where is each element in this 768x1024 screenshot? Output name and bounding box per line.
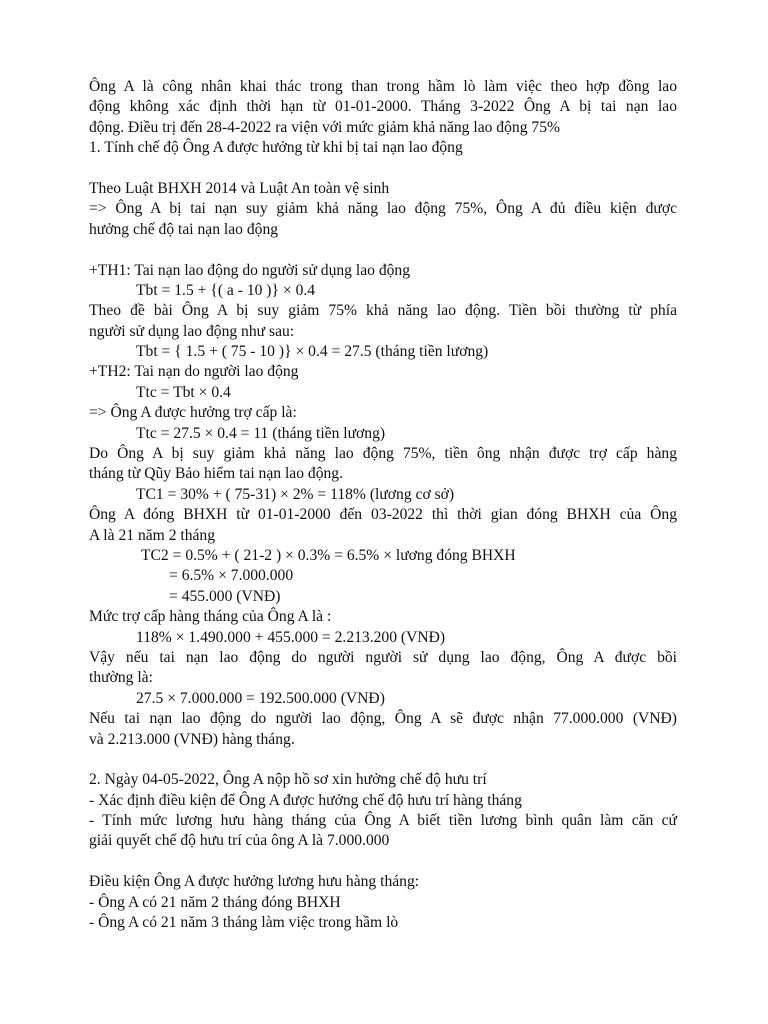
monthly-calculation: 118% × 1.490.000 + 455.000 = 2.213.200 (VNĐ) [136, 628, 446, 646]
compensation-calculation: 27.5 × 7.000.000 = 192.500.000 (VNĐ) [136, 689, 385, 707]
monthly-allowance-text: tháng từ Qũy Bảo hiểm tai nạn lao động. [89, 465, 344, 483]
case-1-calculation: Tbt = { 1.5 + ( 75 - 10 )} × 0.4 = 27.5 (tháng tiền lương) [136, 343, 489, 361]
conclusion-line: => Ông A bị tai nạn suy giảm khả năng lao động 75%, Ông A đủ điều kiện được [89, 200, 677, 218]
spacer [89, 240, 677, 260]
condition-item: - Ông A có 21 năm 2 tháng đóng BHXH [89, 893, 341, 911]
law-reference: Theo Luật BHXH 2014 và Luật An toàn vệ sinh [89, 179, 390, 197]
tc2-step: = 455.000 (VNĐ) [169, 587, 281, 605]
spacer [89, 159, 677, 179]
question-1-title: 1. Tính chế độ Ông A được hưởng từ khi bị tai nạn lao động [89, 139, 463, 157]
monthly-label: Mức trợ cấp hàng tháng của Ông A là : [89, 608, 332, 626]
question-2-item: - Xác định điều kiện để Ông A được hưởng chế độ hưu trí hàng tháng [89, 791, 522, 809]
tc2-formula: TC2 = 0.5% + ( 21-2 ) × 0.3% = 6.5% × lương đóng BHXH [141, 546, 516, 564]
document-body [89, 77, 677, 933]
conclusion-line: hưởng chế độ tai nạn lao động [89, 220, 279, 238]
conditions-title: Điều kiện Ông A được hưởng lương hưu hàng tháng: [89, 873, 420, 891]
condition-item: - Ông A có 21 năm 3 tháng làm việc trong hầm lò [89, 914, 399, 932]
case-2-calculation: Ttc = 27.5 × 0.4 = 11 (tháng tiền lương) [136, 424, 386, 442]
tc1-formula: TC1 = 30% + ( 75-31) × 2% = 118% (lương cơ sở) [136, 485, 455, 503]
worker-case-text: và 2.213.000 (VNĐ) hàng tháng. [89, 730, 295, 748]
case-1-title: +TH1: Tai nạn lao động do người sử dụng lao động [89, 261, 411, 279]
compensation-text: Vậy nếu tai nạn lao động do người người sử dụng lao động, Ông A được bồi [89, 648, 677, 666]
case-2-title: +TH2: Tai nạn do người lao động [89, 363, 299, 381]
tc2-step: = 6.5% × 7.000.000 [169, 567, 294, 585]
monthly-allowance-text: Do Ông A bị suy giảm khả năng lao động 75%, tiền ông nhận được trợ cấp hàng [89, 445, 677, 463]
case-1-text: Theo đề bài Ông A bị suy giảm 75% khả năng lao động. Tiền bồi thường từ phía [89, 302, 677, 320]
question-2-item: giải quyết chế độ hưu trí của ông A là 7.000.000 [89, 832, 390, 850]
intro-line: động không xác định thời hạn từ 01-01-2000. Tháng 3-2022 Ông A bị tai nạn lao [89, 98, 677, 116]
bhxh-text: Ông A đóng BHXH từ 01-01-2000 đến 03-2022 thì thời gian đóng BHXH của Ông [89, 506, 677, 524]
case-2-result-intro: => Ông A được hưởng trợ cấp là: [89, 404, 297, 422]
case-1-text: người sử dụng lao động như sau: [89, 322, 295, 340]
spacer [89, 852, 677, 872]
spacer [89, 750, 677, 770]
question-2-item: - Tính mức lương hưu hàng tháng của Ông A biết tiền lương bình quân làm căn cứ [89, 812, 677, 830]
intro-line: Ông A là công nhân khai thác trong than trong hầm lò làm việc theo hợp đồng lao [89, 78, 677, 95]
bhxh-text: A là 21 năm 2 tháng [89, 526, 216, 544]
worker-case-text: Nếu tai nạn lao động do người lao động, Ông A sẽ được nhận 77.000.000 (VNĐ) [89, 710, 677, 728]
case-1-formula: Tbt = 1.5 + {( a - 10 )} × 0.4 [136, 281, 316, 299]
question-2-title: 2. Ngày 04-05-2022, Ông A nộp hồ sơ xin hưởng chế độ hưu trí [89, 771, 487, 789]
intro-line: động. Điều trị đến 28-4-2022 ra viện với mức giảm khả năng lao động 75% [89, 118, 560, 136]
case-2-formula: Ttc = Tbt × 0.4 [136, 383, 231, 401]
compensation-text: thường là: [89, 669, 153, 687]
